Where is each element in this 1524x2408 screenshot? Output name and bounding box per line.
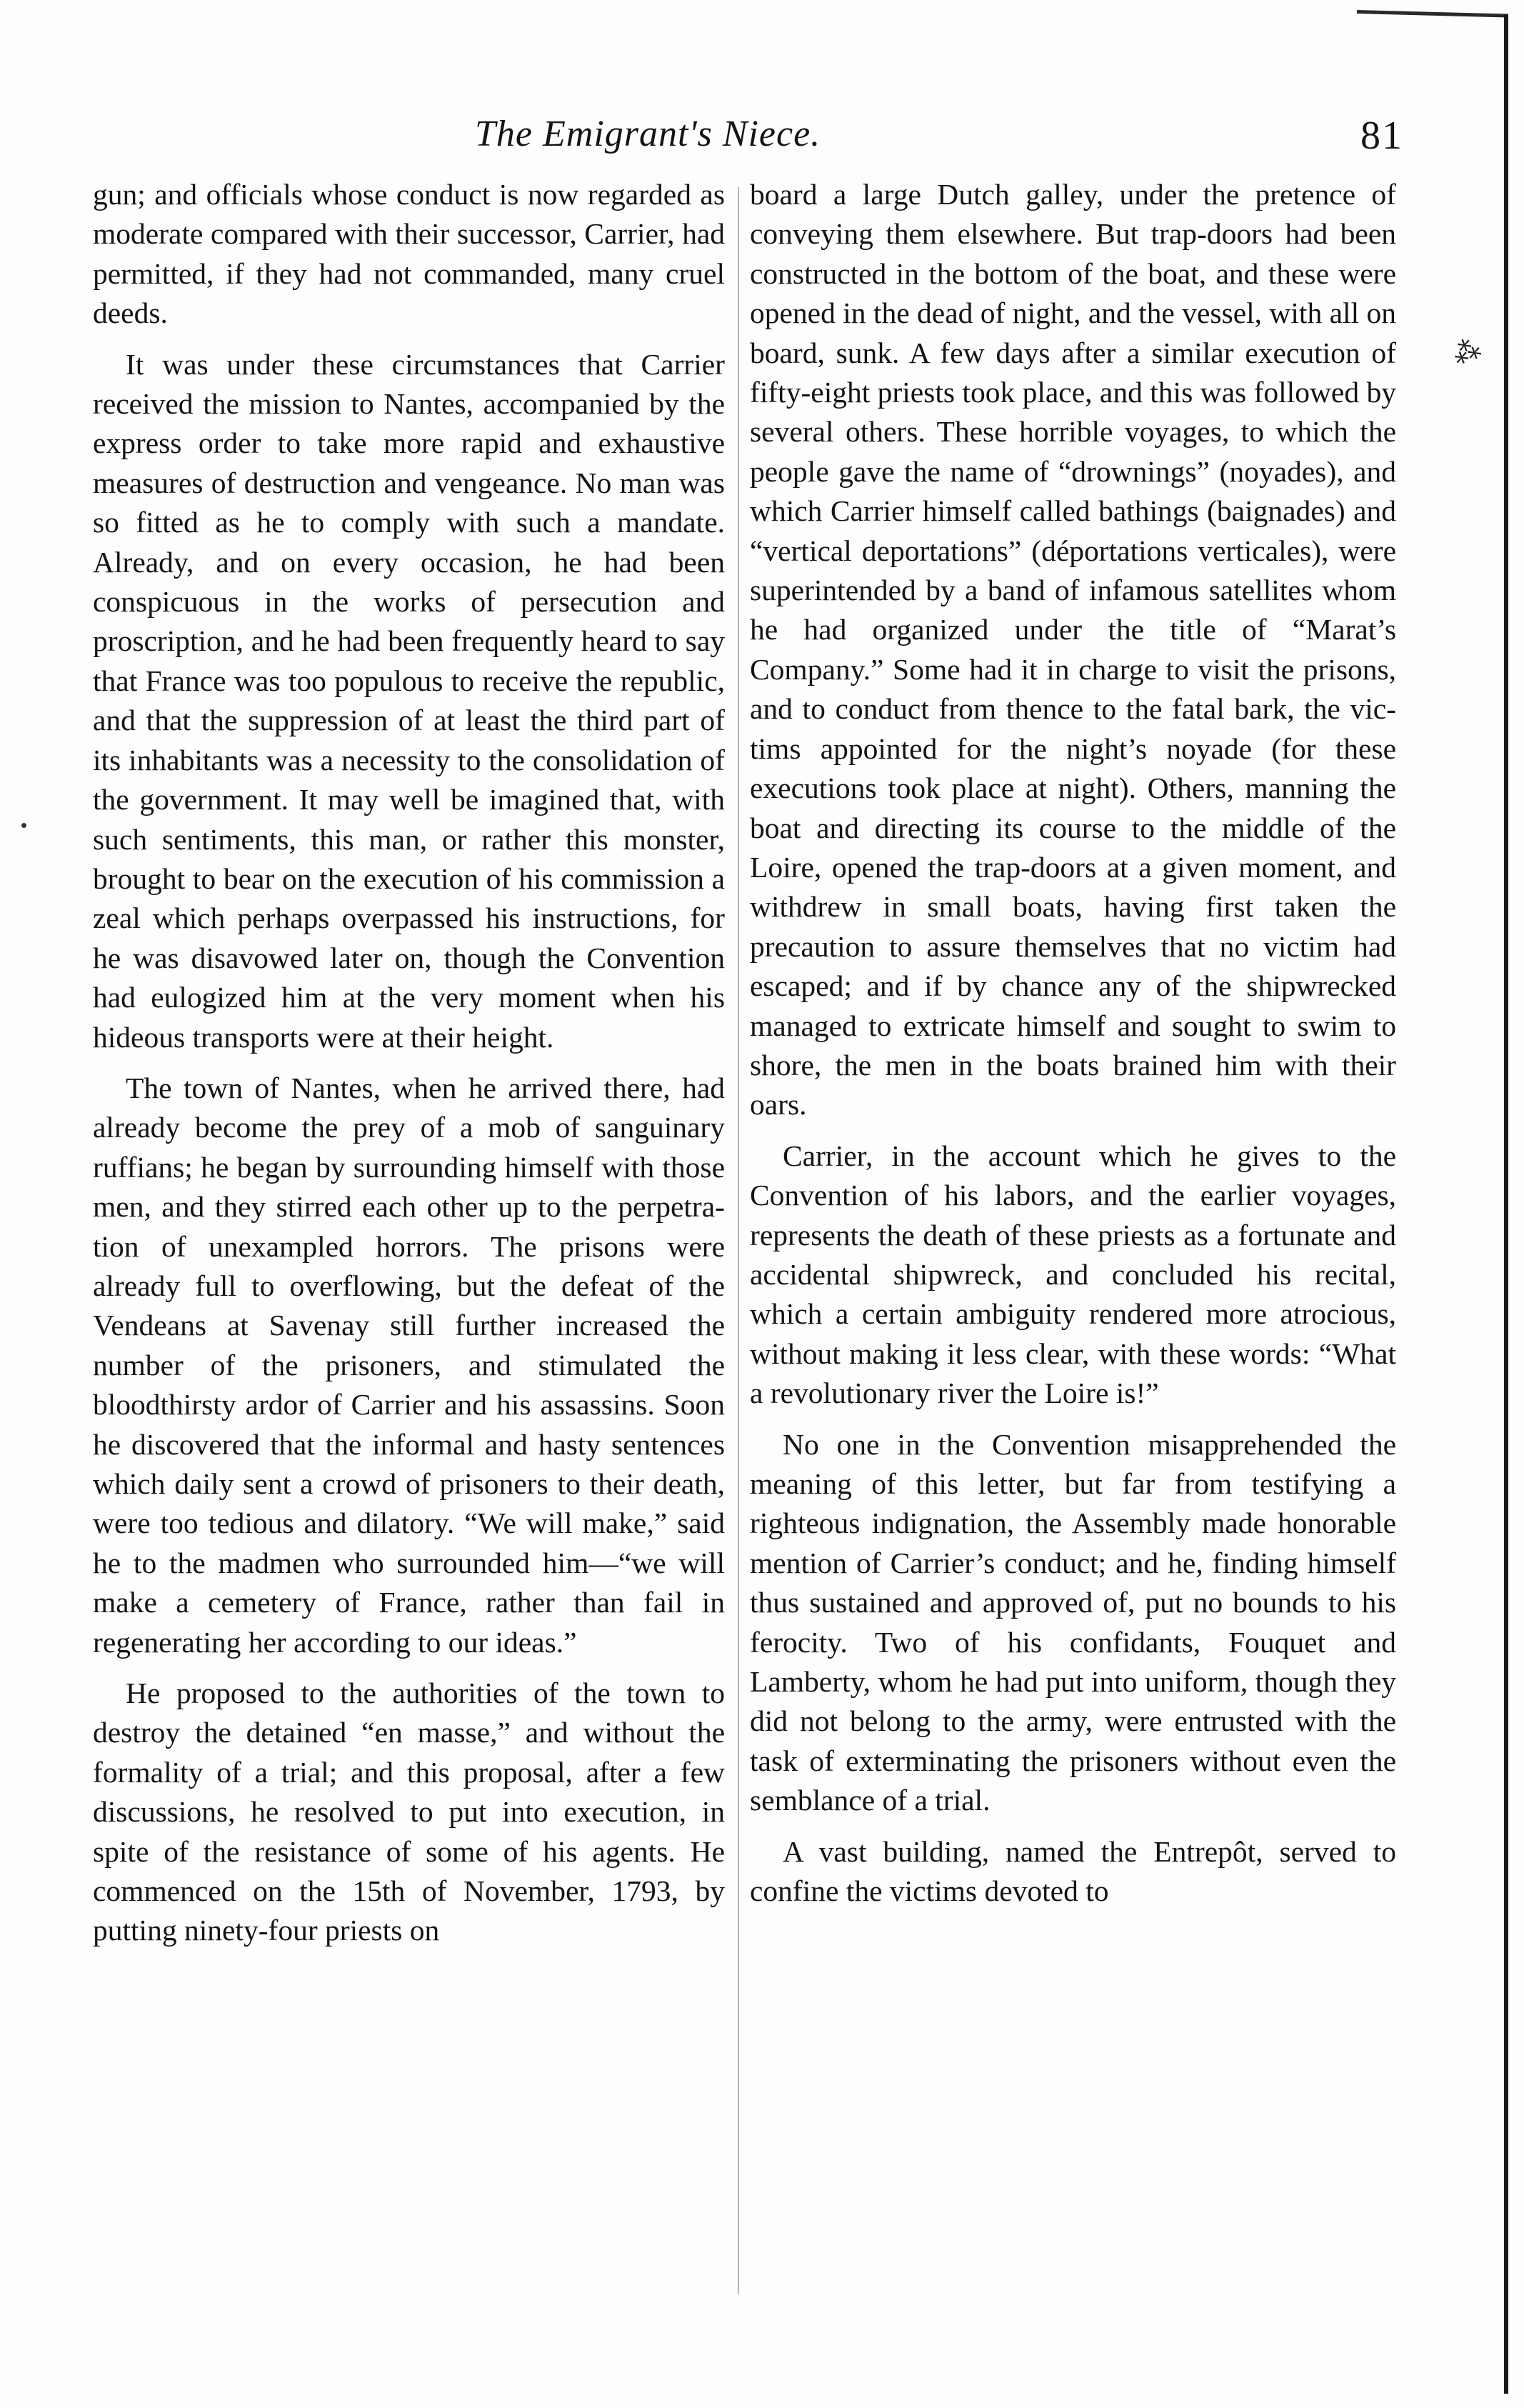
right-paragraph-4: A vast building, named the Entrepôt, served to confine the victims devoted to <box>750 1834 1396 1908</box>
left-paragraph-1: gun; and officials whose conduct is now regarded as moderate compared with their successor, Carrier, had permitted, if they had not commanded, many cruel deeds. <box>93 178 725 330</box>
right-column <box>750 175 1396 1922</box>
column-gutter-rule <box>738 187 739 2294</box>
margin-mark-icon: ⁂ <box>1449 333 1485 371</box>
ink-speck <box>21 823 26 828</box>
right-paragraph-3: No one in the Convention misapprehended the meaning of this letter, but far from testifying a righteous indignation, the Assembly made honorable mention of Carrier’s conduct; and he, finding himself thus sustained and approved of, put no bounds to his ferocity. Two of his confidants, Fouquet and Lamberty, whom he had put into uniform, though they did not belong to the army, were entrusted with the task of exterminating the prisoners without even the semblance of a trial. <box>750 1427 1396 1817</box>
right-paragraph-2: Carrier, in the account which he gives to the Convention of his labors, and the earlier voyages, represents the death of these priests as a fortunate and accidental shipwreck, and concluded his recital, which a certain ambiguity rendered more atrocious, without making it less clear, with these words: “What a revolutionary river the Loire is!” <box>750 1139 1396 1410</box>
running-header <box>86 99 1407 163</box>
page-edge-shadow-right <box>1504 14 1508 2394</box>
right-paragraph-1: board a large Dutch galley, under the pretence of conveying them elsewhere. But trap-doors had been constructed in the bottom of the boat, and these were opened in the dead of night, and the vessel, with all on board, sunk. A few days after a similar execution of fifty-eight priests took place, and this was followed by several others. These horrible voyages, to which the people gave the name of “drownings” (noyades), and which Carrier himself called bathings (baignades) and “vertical deportations” (déportations verticales), were superintended by a band of infamous satellites whom he had organized under the title of “Marat’s Company.” Some had it in charge to visit the prisons, and to conduct from thence to the fatal bark, the victims appointed for the night’s noyade (for these executions took place at night). Others, manning the boat and directing its course to the middle of the Loire, opened the trap-doors at a given moment, and withdrew in small boats, having first taken the precaution to assure themselves that no victim had escaped; and if by chance any of the shipwrecked managed to extricate himself and sought to swim to shore, the men in the boats brained him with their oars. <box>750 178 1396 1121</box>
page-number: 81 <box>1360 114 1403 158</box>
left-paragraph-2: It was under these circumstances that Carrier received the mission to Nantes, accompanied by the express order to take more rapid and exhaustive measures of destruction and vengeance. No man was so fitted as he to comply with such a mandate. Already, and on every occasion, he had been conspicuous in the works of persecution and proscription, and he had been frequently heard to say that France was too populous to receive the republic, and that the suppression of at least the third part of its inhabitants was a necessity to the consolidation of the government. It may well be imagined that, with such sentiments, this man, or rather this monster, brought to bear on the execution of his commission a zeal which perhaps overpassed his instructions, for he was disavowed later on, though the Convention had eulogized him at the very moment when his hideous transports were at their height. <box>93 347 725 1054</box>
page-edge-shadow-top <box>1357 10 1508 18</box>
left-paragraph-3: The town of Nantes, when he arrived there, had already become the prey of a mob of sanguinary ruffians; he began by surrounding himself with those men, and they stirred each other up to the perpetration of unexampled horrors. The prisons were already full to overflowing, but the defeat of the Vendeans at Savenay still further increased the number of the prisoners, and stimulated the bloodthirsty ardor of Carrier and his assassins. Soon he discovered that the informal and hasty sentences which daily sent a crowd of prisoners to their death, were too tedious and dilatory. “We will make,” said he to the madmen who surrounded him—“we will make a cemetery of France, rather than fail in regenerating her according to our ideas.” <box>93 1071 725 1659</box>
running-title: The Emigrant's Niece. <box>475 114 821 154</box>
left-column <box>93 175 725 1962</box>
left-paragraph-4: He proposed to the authorities of the town to destroy the detained “en masse,” and without the formality of a trial; and this proposal, after a few discussions, he resolved to put into execution, in spite of the resistance of some of his agents. He commenced on the 15th of November, 1793, by putting ninety-four priests on <box>93 1677 725 1947</box>
